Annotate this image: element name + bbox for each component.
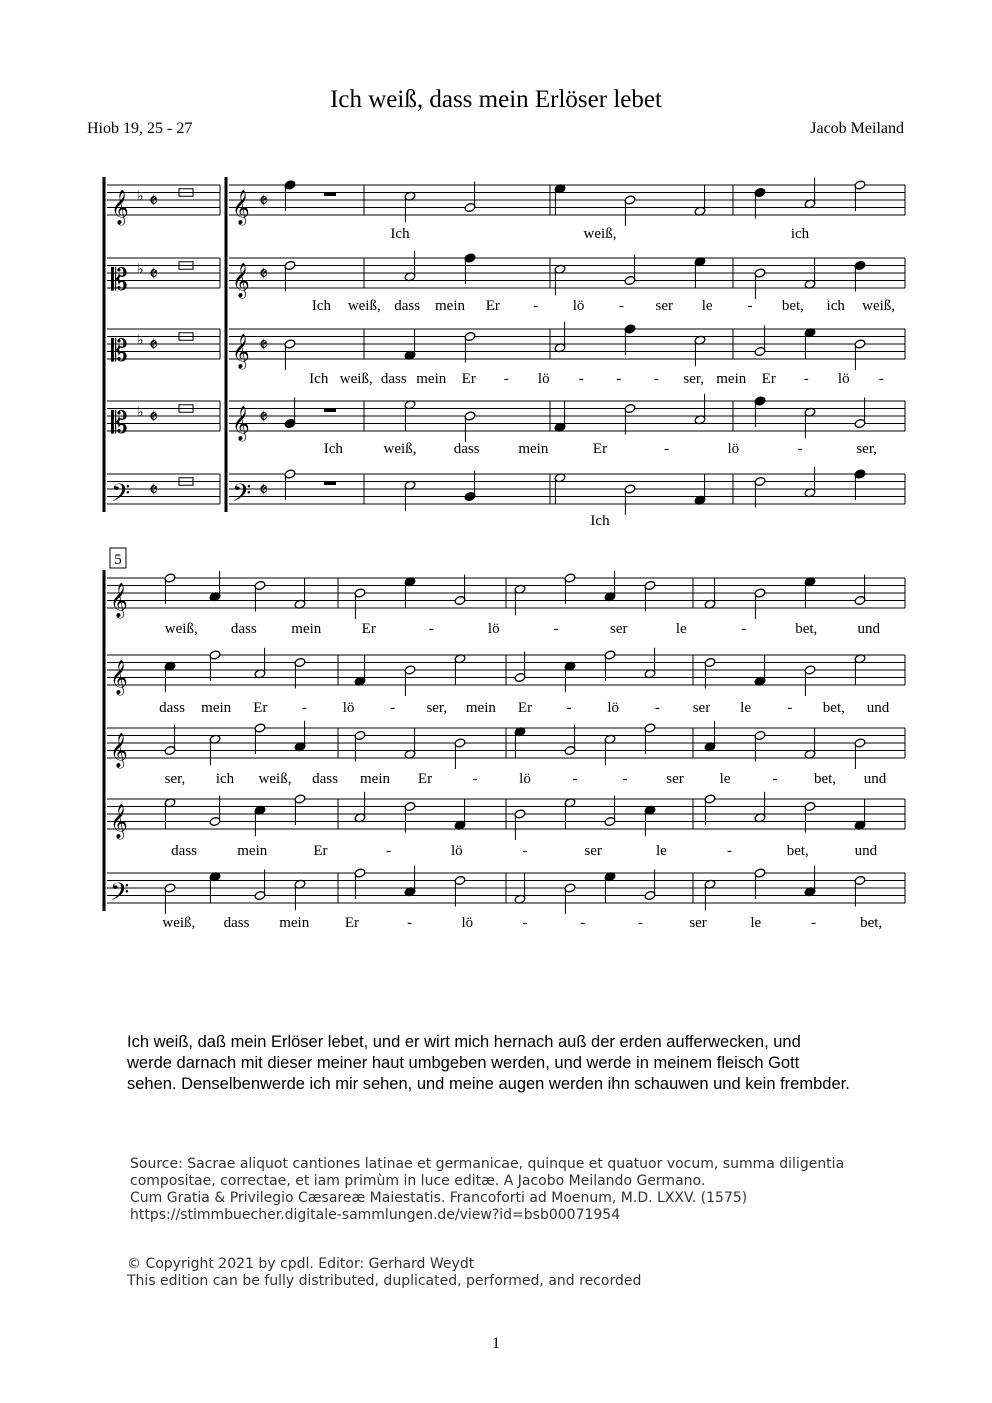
lyric-syllable: ser, — [856, 441, 877, 457]
lyric-syllable: Er — [485, 298, 500, 314]
page-title: Ich weiß, dass mein Erlöser lebet — [330, 86, 662, 113]
lyric-syllable: Ich — [390, 226, 410, 242]
lyric-syllable: ser — [692, 700, 711, 716]
rest — [324, 409, 336, 413]
clef: 𝄞 — [232, 263, 250, 298]
lyric-syllable: ser — [584, 843, 602, 859]
lyric-syllable: le — [740, 700, 752, 716]
lyric-syllable: und — [854, 843, 878, 859]
lyric-syllable: - — [301, 700, 307, 716]
source-link[interactable]: https://stimmbuecher.digitale-sammlungen.de/view?id=bsb00071954 — [130, 1207, 621, 1223]
source-line: Cum Gratia & Privilegio Cæsareæ Maiestatis. Francoforti ad Moenum, M.D. LXXV. (1575) — [130, 1190, 748, 1206]
lyric-syllable: - — [522, 843, 528, 859]
rest — [324, 193, 336, 197]
lyric-syllable: lö — [607, 700, 620, 716]
lyric-syllable: lö — [342, 700, 355, 716]
lyric-syllable: mein — [291, 621, 322, 637]
lyric-syllable: bet, — [813, 771, 837, 787]
lyric-syllable: - — [386, 843, 392, 859]
lyric-syllable: - — [618, 298, 624, 314]
lyric-syllable: ich — [790, 226, 810, 242]
incipit-clef: 𝄞 — [111, 190, 129, 225]
source-note — [130, 1156, 890, 1224]
lyric-syllable: - — [390, 700, 396, 716]
clef: 𝄞 — [232, 190, 250, 225]
lyric-syllable: - — [637, 915, 643, 931]
time-signature: 𝄵 — [149, 332, 158, 357]
lyric-syllable: dass — [380, 371, 407, 387]
lyric-syllable: Er — [461, 371, 476, 387]
lyric-syllable: Er — [517, 700, 533, 716]
lyric-syllable: dass — [159, 700, 185, 716]
lyric-syllable: lö — [572, 298, 585, 314]
lyric-syllable: - — [572, 771, 578, 787]
lyric-syllable: dass — [230, 621, 257, 637]
time-signature: 𝄵 — [149, 404, 158, 429]
lyric-syllable: ser — [666, 771, 684, 787]
lyric-syllable: - — [797, 441, 803, 457]
lyric-syllable: le — [719, 771, 731, 787]
time-signature: 𝄵 — [259, 477, 268, 502]
lyric-syllable: mein — [435, 298, 465, 314]
clef: 𝄞 — [232, 406, 250, 441]
time-signature: 𝄵 — [259, 188, 268, 213]
lyric-syllable: - — [407, 915, 413, 931]
lyric-syllable: - — [472, 771, 478, 787]
lyric-syllable: und — [863, 771, 887, 787]
lyric-syllable: - — [654, 700, 660, 716]
copyright-line: © Copyright 2021 by cpdl. Editor: Gerhard Weydt — [127, 1256, 475, 1272]
clef: 𝄞 — [110, 804, 128, 839]
lyric-syllable: ser — [689, 915, 707, 931]
lyric-syllable: - — [553, 621, 559, 637]
lyric-syllable: lö — [837, 371, 850, 387]
copyright-note — [127, 1256, 887, 1290]
lyric-syllable: weiß, — [164, 621, 198, 637]
time-signature: 𝄵 — [259, 332, 268, 357]
flat-sign: ♭ — [137, 404, 144, 421]
lyric-syllable: weiß, — [258, 771, 292, 787]
lyric-syllable: ich — [826, 298, 845, 314]
lyric-syllable: le — [701, 298, 713, 314]
incipit-clef: 𝄡 — [111, 263, 128, 298]
lyric-syllable: dass — [453, 441, 480, 457]
text-line: werde darnach mit dieser meiner haut umbgeben werden, und werde in meinem fleisch Gott — [127, 1054, 800, 1072]
lyric-syllable: bet, — [860, 915, 883, 931]
lyric-syllable: - — [533, 298, 539, 314]
lyric-syllable: lö — [537, 371, 550, 387]
lyric-syllable: - — [747, 298, 753, 314]
scripture-reference: Hiob 19, 25 - 27 — [87, 120, 193, 137]
lyric-syllable: - — [578, 371, 584, 387]
lyric-syllable: dass — [394, 298, 421, 314]
lyric-syllable: - — [653, 371, 659, 387]
lyric-syllable: ser, — [164, 771, 186, 787]
source-line: Source: Sacrae aliquot cantiones latinae et germanicae, quinque et quatuor vocum, summa diligentia — [130, 1156, 845, 1172]
lyric-syllable: - — [566, 700, 572, 716]
lyric-syllable: Er — [761, 371, 776, 387]
lyric-syllable: lö — [487, 621, 500, 637]
lyric-syllable: le — [655, 843, 667, 859]
lyric-syllable: Ich — [311, 298, 332, 314]
lyric-syllable: bet, — [786, 843, 809, 859]
time-signature: 𝄵 — [149, 477, 158, 502]
clef: 𝄞 — [110, 733, 128, 768]
lyric-syllable: bet, — [781, 298, 804, 314]
incipit-clef: 𝄢 — [111, 479, 131, 514]
lyric-syllable: Er — [253, 700, 268, 716]
text-line: Ich weiß, daß mein Erlöser lebet, und er wirt mich hernach auß der erden aufferwecken, und — [127, 1033, 801, 1051]
lyric-syllable: - — [727, 843, 733, 859]
lyric-syllable: - — [616, 371, 622, 387]
lyric-syllable: ser — [610, 621, 628, 637]
lyric-syllable: mein — [279, 915, 310, 931]
lyric-syllable: bet, — [822, 700, 845, 716]
lyric-syllable: Er — [592, 441, 608, 457]
lyric-syllable: bet, — [795, 621, 818, 637]
text-paragraph — [127, 1032, 887, 1095]
lyric-syllable: le — [675, 621, 687, 637]
rest — [324, 482, 336, 486]
clef: 𝄞 — [232, 334, 250, 369]
flat-sign: ♭ — [137, 188, 144, 205]
lyric-syllable: - — [622, 771, 628, 787]
lyric-syllable: dass — [171, 843, 198, 859]
lyric-syllable: ser, — [683, 371, 705, 387]
flat-sign: ♭ — [137, 332, 144, 349]
lyric-syllable: Er — [313, 843, 328, 859]
lyric-syllable: weiß, — [347, 298, 381, 314]
lyric-syllable: lö — [519, 771, 531, 787]
time-signature: 𝄵 — [149, 261, 158, 286]
copyright-line: This edition can be fully distributed, duplicated, performed, and recorded — [127, 1273, 642, 1289]
lyric-syllable: - — [772, 771, 778, 787]
lyric-syllable: mein — [716, 371, 747, 387]
lyric-syllable: mein — [201, 700, 232, 716]
lyric-syllable: weiß, — [862, 298, 896, 314]
lyric-syllable: mein — [518, 441, 549, 457]
lyric-syllable: und — [857, 621, 880, 637]
lyric-syllable: le — [750, 915, 762, 931]
lyric-syllable: Er — [417, 771, 433, 787]
measure-number: 5 — [114, 552, 122, 568]
lyric-syllable: - — [428, 621, 434, 637]
clef: 𝄢 — [110, 878, 130, 913]
lyric-syllable: und — [866, 700, 890, 716]
lyric-syllable: mein — [465, 700, 496, 716]
lyric-syllable: - — [741, 621, 747, 637]
lyric-syllable: ich — [215, 771, 235, 787]
lyric-syllable: Er — [361, 621, 376, 637]
clef: 𝄞 — [110, 583, 128, 618]
source-line: compositae, correctae, et iam primùm in luce editæ. A Jacobo Meilando Germano. — [130, 1173, 706, 1189]
lyric-syllable: mein — [237, 843, 268, 859]
lyric-syllable: mein — [360, 771, 390, 787]
text-line: sehen. Denselbenwerde ich mir sehen, und meine augen werden ihn schauwen und kein frembder. — [127, 1075, 850, 1093]
time-signature: 𝄵 — [259, 261, 268, 286]
lyric-syllable: dass — [312, 771, 338, 787]
time-signature: 𝄵 — [259, 404, 268, 429]
lyric-syllable: - — [580, 915, 586, 931]
lyric-syllable: Er — [344, 915, 360, 931]
lyric-syllable: ser, — [426, 700, 448, 716]
lyric-syllable: mein — [416, 371, 447, 387]
composer: Jacob Meiland — [810, 120, 904, 137]
lyric-syllable: Ich — [323, 441, 343, 457]
lyric-syllable: - — [503, 371, 509, 387]
lyric-syllable: Ich — [309, 371, 329, 387]
flat-sign: ♭ — [137, 261, 144, 278]
lyric-syllable: - — [787, 700, 793, 716]
incipit-clef: 𝄡 — [111, 406, 128, 441]
lyric-syllable: lö — [727, 441, 740, 457]
clef: 𝄞 — [110, 660, 128, 695]
lyric-syllable: lö — [450, 843, 463, 859]
lyric-syllable: weiß, — [383, 441, 417, 457]
lyric-syllable: - — [810, 915, 816, 931]
lyric-syllable: - — [878, 371, 884, 387]
page-number: 1 — [492, 1335, 500, 1352]
lyric-syllable: weiß, — [339, 371, 373, 387]
time-signature: 𝄵 — [149, 188, 158, 213]
incipit-clef: 𝄡 — [111, 334, 128, 369]
lyric-syllable: lö — [461, 915, 474, 931]
lyric-syllable: - — [664, 441, 670, 457]
lyric-syllable: - — [803, 371, 809, 387]
lyric-syllable: weiß, — [162, 915, 196, 931]
lyric-syllable: Ich — [590, 513, 610, 529]
lyric-syllable: - — [522, 915, 528, 931]
lyric-syllable: ser — [655, 298, 674, 314]
lyric-syllable: dass — [223, 915, 250, 931]
clef: 𝄢 — [232, 479, 252, 514]
lyric-syllable: weiß, — [583, 226, 617, 242]
